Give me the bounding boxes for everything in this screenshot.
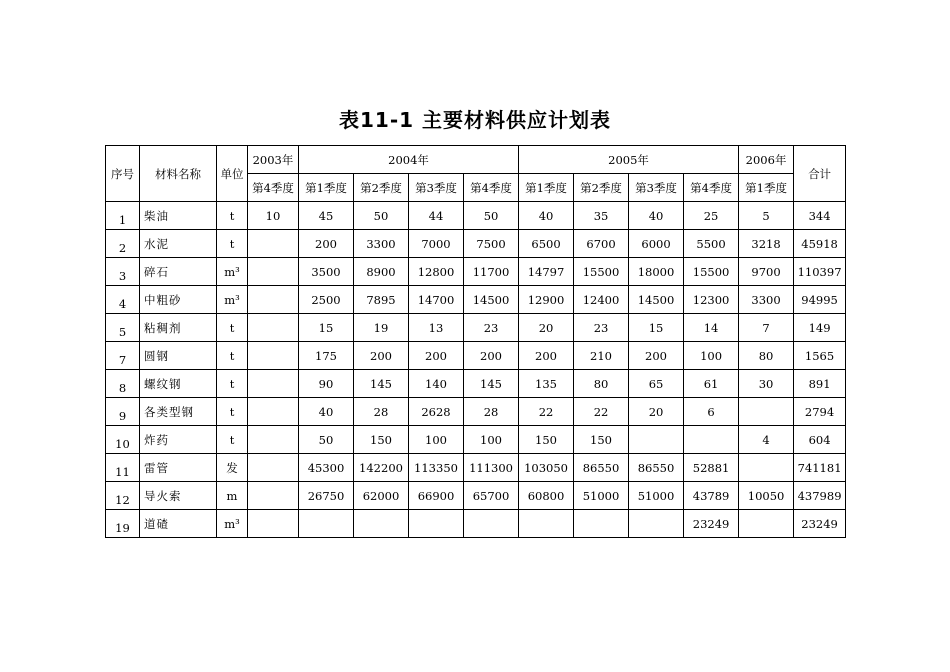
row-quarter-value: 28: [464, 398, 519, 426]
header-year-2005: 2005年: [519, 146, 739, 174]
row-quarter-value: 44: [409, 202, 464, 230]
row-material-name: 中粗砂: [140, 286, 217, 314]
header-year-2003: 2003年: [248, 146, 299, 174]
row-unit: m: [217, 482, 248, 510]
row-quarter-value: [248, 230, 299, 258]
row-quarter-value: 52881: [684, 454, 739, 482]
row-quarter-value: 60800: [519, 482, 574, 510]
row-material-name: 粘稠剂: [140, 314, 217, 342]
row-quarter-value: 135: [519, 370, 574, 398]
row-quarter-value: 14500: [464, 286, 519, 314]
row-quarter-value: [464, 510, 519, 538]
row-quarter-value: 111300: [464, 454, 519, 482]
row-quarter-value: 40: [299, 398, 354, 426]
row-quarter-value: 51000: [574, 482, 629, 510]
row-quarter-value: 51000: [629, 482, 684, 510]
row-quarter-value: 15: [299, 314, 354, 342]
row-quarter-value: [739, 510, 794, 538]
row-quarter-value: [739, 398, 794, 426]
table-row: [106, 342, 846, 370]
row-quarter-value: 50: [354, 202, 409, 230]
row-quarter-value: 50: [464, 202, 519, 230]
row-quarter-value: 3500: [299, 258, 354, 286]
row-quarter-value: 7895: [354, 286, 409, 314]
row-unit: t: [217, 398, 248, 426]
row-quarter-value: 2628: [409, 398, 464, 426]
row-seq: 5: [106, 314, 140, 342]
row-seq: 2: [106, 230, 140, 258]
row-quarter-value: 103050: [519, 454, 574, 482]
row-unit: t: [217, 426, 248, 454]
row-quarter-value: 11700: [464, 258, 519, 286]
row-total: 891: [794, 370, 846, 398]
row-total: 741181: [794, 454, 846, 482]
row-material-name: 碎石: [140, 258, 217, 286]
row-quarter-value: 200: [519, 342, 574, 370]
row-quarter-value: 26750: [299, 482, 354, 510]
row-quarter-value: [248, 286, 299, 314]
row-quarter-value: [248, 454, 299, 482]
table-row: [106, 482, 846, 510]
row-quarter-value: 145: [354, 370, 409, 398]
row-quarter-value: 45300: [299, 454, 354, 482]
header-quarter: 第4季度: [248, 174, 299, 202]
row-seq: 19: [106, 510, 140, 538]
row-material-name: 柴油: [140, 202, 217, 230]
row-quarter-value: 14797: [519, 258, 574, 286]
header-seq: 序号: [106, 146, 140, 202]
table-row: [106, 398, 846, 426]
row-quarter-value: [248, 370, 299, 398]
row-quarter-value: 20: [519, 314, 574, 342]
table-row: [106, 426, 846, 454]
row-quarter-value: 90: [299, 370, 354, 398]
row-quarter-value: 12900: [519, 286, 574, 314]
row-quarter-value: 3300: [354, 230, 409, 258]
row-quarter-value: 18000: [629, 258, 684, 286]
row-quarter-value: [248, 398, 299, 426]
row-quarter-value: 2500: [299, 286, 354, 314]
row-unit: t: [217, 230, 248, 258]
row-quarter-value: [248, 426, 299, 454]
row-quarter-value: 200: [464, 342, 519, 370]
row-quarter-value: 210: [574, 342, 629, 370]
table-row: [106, 370, 846, 398]
row-quarter-value: 6: [684, 398, 739, 426]
row-quarter-value: 7500: [464, 230, 519, 258]
table-row: [106, 286, 846, 314]
row-quarter-value: [248, 510, 299, 538]
document-title: 表11-1 主要材料供应计划表: [338, 108, 611, 132]
row-quarter-value: 8900: [354, 258, 409, 286]
header-year-2004: 2004年: [299, 146, 519, 174]
row-quarter-value: 14: [684, 314, 739, 342]
row-material-name: 圆钢: [140, 342, 217, 370]
row-quarter-value: 5: [739, 202, 794, 230]
row-quarter-value: 12400: [574, 286, 629, 314]
row-quarter-value: 10: [248, 202, 299, 230]
row-quarter-value: 14500: [629, 286, 684, 314]
row-quarter-value: 100: [684, 342, 739, 370]
row-quarter-value: 23: [574, 314, 629, 342]
row-quarter-value: 175: [299, 342, 354, 370]
row-quarter-value: 40: [629, 202, 684, 230]
row-material-name: 螺纹钢: [140, 370, 217, 398]
row-quarter-value: 145: [464, 370, 519, 398]
row-unit: t: [217, 370, 248, 398]
row-quarter-value: [739, 454, 794, 482]
row-quarter-value: 200: [354, 342, 409, 370]
row-seq: 8: [106, 370, 140, 398]
row-quarter-value: 150: [354, 426, 409, 454]
row-quarter-value: [299, 510, 354, 538]
row-total: 110397: [794, 258, 846, 286]
row-quarter-value: 12300: [684, 286, 739, 314]
row-material-name: 炸药: [140, 426, 217, 454]
row-seq: 7: [106, 342, 140, 370]
row-material-name: 雷管: [140, 454, 217, 482]
row-unit: t: [217, 202, 248, 230]
row-quarter-value: 6700: [574, 230, 629, 258]
row-unit: 发: [217, 454, 248, 482]
row-quarter-value: 3300: [739, 286, 794, 314]
row-unit: m³: [217, 286, 248, 314]
row-total: 2794: [794, 398, 846, 426]
row-quarter-value: [248, 482, 299, 510]
row-unit: t: [217, 342, 248, 370]
header-quarter: 第2季度: [574, 174, 629, 202]
row-quarter-value: [354, 510, 409, 538]
table-row: [106, 454, 846, 482]
row-quarter-value: 43789: [684, 482, 739, 510]
row-total: 437989: [794, 482, 846, 510]
row-material-name: 导火索: [140, 482, 217, 510]
row-quarter-value: 4: [739, 426, 794, 454]
row-quarter-value: 142200: [354, 454, 409, 482]
row-quarter-value: 10050: [739, 482, 794, 510]
row-total: 23249: [794, 510, 846, 538]
row-total: 45918: [794, 230, 846, 258]
row-quarter-value: 65: [629, 370, 684, 398]
row-quarter-value: 200: [629, 342, 684, 370]
header-material-name: 材料名称: [140, 146, 217, 202]
row-seq: 9: [106, 398, 140, 426]
row-quarter-value: 150: [519, 426, 574, 454]
row-quarter-value: 86550: [574, 454, 629, 482]
row-quarter-value: [248, 342, 299, 370]
header-quarter: 第4季度: [684, 174, 739, 202]
row-quarter-value: 7000: [409, 230, 464, 258]
row-unit: m³: [217, 510, 248, 538]
row-total: 344: [794, 202, 846, 230]
table-row: [106, 510, 846, 538]
row-quarter-value: 100: [409, 426, 464, 454]
row-quarter-value: 66900: [409, 482, 464, 510]
row-quarter-value: 15500: [574, 258, 629, 286]
row-quarter-value: 140: [409, 370, 464, 398]
row-quarter-value: 30: [739, 370, 794, 398]
row-quarter-value: 13: [409, 314, 464, 342]
row-quarter-value: 15: [629, 314, 684, 342]
table-row: [106, 314, 846, 342]
row-total: 149: [794, 314, 846, 342]
table-row: [106, 230, 846, 258]
row-quarter-value: [519, 510, 574, 538]
row-quarter-value: 14700: [409, 286, 464, 314]
material-supply-table: [105, 145, 846, 538]
row-quarter-value: 35: [574, 202, 629, 230]
header-row-years: [106, 146, 846, 174]
row-quarter-value: 150: [574, 426, 629, 454]
row-seq: 1: [106, 202, 140, 230]
table-body: [106, 202, 846, 538]
row-quarter-value: 50: [299, 426, 354, 454]
row-quarter-value: 25: [684, 202, 739, 230]
row-quarter-value: 22: [574, 398, 629, 426]
header-quarter: 第3季度: [409, 174, 464, 202]
row-quarter-value: [409, 510, 464, 538]
row-quarter-value: 19: [354, 314, 409, 342]
row-quarter-value: 80: [574, 370, 629, 398]
row-quarter-value: [248, 314, 299, 342]
row-quarter-value: 28: [354, 398, 409, 426]
row-quarter-value: 86550: [629, 454, 684, 482]
row-quarter-value: 200: [409, 342, 464, 370]
table-row: [106, 258, 846, 286]
row-seq: 11: [106, 454, 140, 482]
table-row: [106, 202, 846, 230]
row-quarter-value: 20: [629, 398, 684, 426]
header-total: 合计: [794, 146, 846, 202]
row-material-name: 道碴: [140, 510, 217, 538]
header-quarter: 第1季度: [519, 174, 574, 202]
row-quarter-value: 65700: [464, 482, 519, 510]
row-quarter-value: 61: [684, 370, 739, 398]
row-quarter-value: 5500: [684, 230, 739, 258]
row-quarter-value: 12800: [409, 258, 464, 286]
row-total: 94995: [794, 286, 846, 314]
row-unit: t: [217, 314, 248, 342]
row-unit: m³: [217, 258, 248, 286]
row-seq: 12: [106, 482, 140, 510]
row-seq: 10: [106, 426, 140, 454]
row-quarter-value: 45: [299, 202, 354, 230]
header-quarter: 第3季度: [629, 174, 684, 202]
row-quarter-value: [629, 510, 684, 538]
row-quarter-value: 6500: [519, 230, 574, 258]
row-quarter-value: [574, 510, 629, 538]
header-year-2006: 2006年: [739, 146, 794, 174]
row-total: 1565: [794, 342, 846, 370]
row-material-name: 水泥: [140, 230, 217, 258]
row-quarter-value: 62000: [354, 482, 409, 510]
row-quarter-value: 15500: [684, 258, 739, 286]
row-quarter-value: 9700: [739, 258, 794, 286]
row-quarter-value: 22: [519, 398, 574, 426]
row-quarter-value: 40: [519, 202, 574, 230]
row-quarter-value: [248, 258, 299, 286]
row-quarter-value: 23249: [684, 510, 739, 538]
row-quarter-value: 3218: [739, 230, 794, 258]
row-quarter-value: 6000: [629, 230, 684, 258]
row-quarter-value: 80: [739, 342, 794, 370]
row-material-name: 各类型钢: [140, 398, 217, 426]
row-quarter-value: [684, 426, 739, 454]
header-quarter: 第2季度: [354, 174, 409, 202]
header-quarter: 第1季度: [739, 174, 794, 202]
row-quarter-value: 200: [299, 230, 354, 258]
row-quarter-value: 7: [739, 314, 794, 342]
row-total: 604: [794, 426, 846, 454]
row-quarter-value: 100: [464, 426, 519, 454]
row-seq: 3: [106, 258, 140, 286]
header-quarter: 第1季度: [299, 174, 354, 202]
header-unit: 单位: [217, 146, 248, 202]
row-quarter-value: 23: [464, 314, 519, 342]
row-seq: 4: [106, 286, 140, 314]
row-quarter-value: [629, 426, 684, 454]
row-quarter-value: 113350: [409, 454, 464, 482]
header-quarter: 第4季度: [464, 174, 519, 202]
